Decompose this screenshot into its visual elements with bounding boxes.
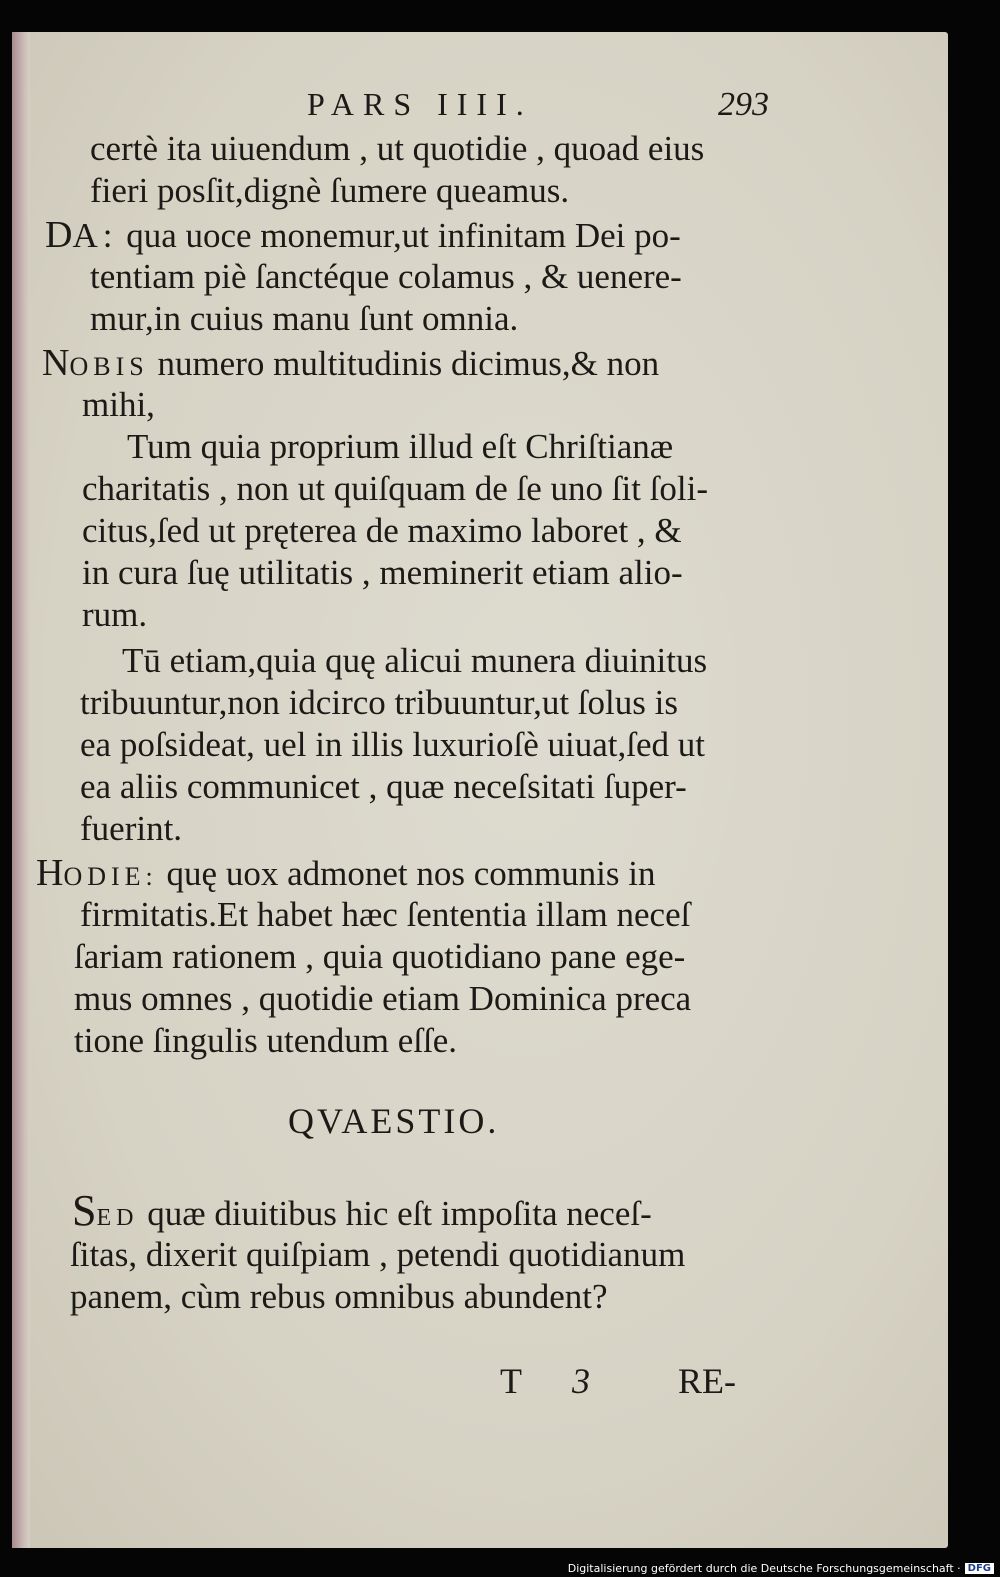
lead-initial: N — [42, 342, 70, 384]
text-line: fieri posſit,dignè ſumere queamus. — [90, 171, 570, 210]
text-line: certè ita uiuendum , ut quotidie , quoad eius — [90, 129, 705, 168]
text-segment: qua uoce monemur,ut infinitam Dei po- — [126, 216, 681, 255]
text-line: fuerint. — [80, 809, 183, 848]
page-number: 293 — [718, 86, 769, 123]
catchword: RE- — [678, 1361, 736, 1401]
text-line: in cura ſuę utilitatis , meminerit etiam alio- — [82, 553, 683, 592]
text-line: tribuuntur,non idcirco tribuuntur,ut ſolus is — [80, 683, 678, 722]
lead-word: ODIE: — [63, 862, 158, 891]
text-line: citus,ſed ut pręterea de maximo laboret , & — [82, 511, 682, 550]
text-line — [36, 852, 656, 898]
text-line — [42, 342, 659, 388]
text-line: mur,in cuius manu ſunt omnia. — [90, 299, 519, 338]
lead-word: OBIS — [69, 352, 149, 381]
text-line: tentiam piè ſanctéque colamus , & uenere- — [90, 257, 682, 296]
dfg-logo: DFG — [965, 1563, 994, 1574]
text-line: ſariam rationem , quia quotidiano pane ege- — [74, 937, 686, 976]
lead-initial: H — [36, 852, 64, 894]
text-line: Tum quia proprium illud eſt Chriſtianæ — [127, 427, 674, 466]
text-segment: quę uox admonet nos communis in — [166, 854, 656, 893]
text-line: tione ſingulis utendum eſſe. — [74, 1021, 458, 1060]
text-line: firmitatis.Et habet hæc ſententia illam neceſ — [80, 895, 691, 934]
page-binding-edge — [12, 32, 30, 1548]
lead-word: ED — [96, 1205, 139, 1231]
text-line: mihi, — [82, 385, 155, 424]
lead-initial: D — [45, 214, 73, 256]
text-line: charitatis , non ut quiſquam de ſe uno ſit ſoli- — [82, 469, 709, 508]
text-line: rum. — [82, 595, 148, 634]
section-heading: QVAESTIO. — [288, 1101, 500, 1141]
text-segment: quæ diuitibus hic eſt impoſita neceſ- — [147, 1194, 652, 1233]
text-line — [72, 1186, 652, 1239]
running-title: PARS IIII. — [307, 86, 533, 122]
lead-word: A: — [72, 216, 118, 255]
signature-mark: T — [500, 1361, 522, 1401]
signature-number: 3 — [572, 1361, 590, 1401]
text-line — [45, 214, 681, 257]
digitization-footer — [568, 1560, 994, 1576]
text-line: ea aliis communicet , quæ neceſsitati ſuper- — [80, 767, 687, 806]
footer-text: Digitalisierung gefördert durch die Deutsche Forschungsgemeinschaft · — [567, 1561, 961, 1575]
lead-initial: S — [72, 1186, 97, 1235]
text-line: Tū etiam,quia quę alicui munera diuinitus — [122, 641, 708, 680]
text-line: panem, cùm rebus omnibus abundent? — [70, 1277, 608, 1316]
text-line: ſitas, dixerit quiſpiam , petendi quotidianum — [70, 1235, 686, 1274]
text-segment: numero multitudinis dicimus,& non — [157, 344, 660, 383]
text-line: ea poſsideat, uel in illis luxurioſè uiuat,ſed ut — [80, 725, 706, 764]
text-line: mus omnes , quotidie etiam Dominica preca — [74, 979, 692, 1018]
